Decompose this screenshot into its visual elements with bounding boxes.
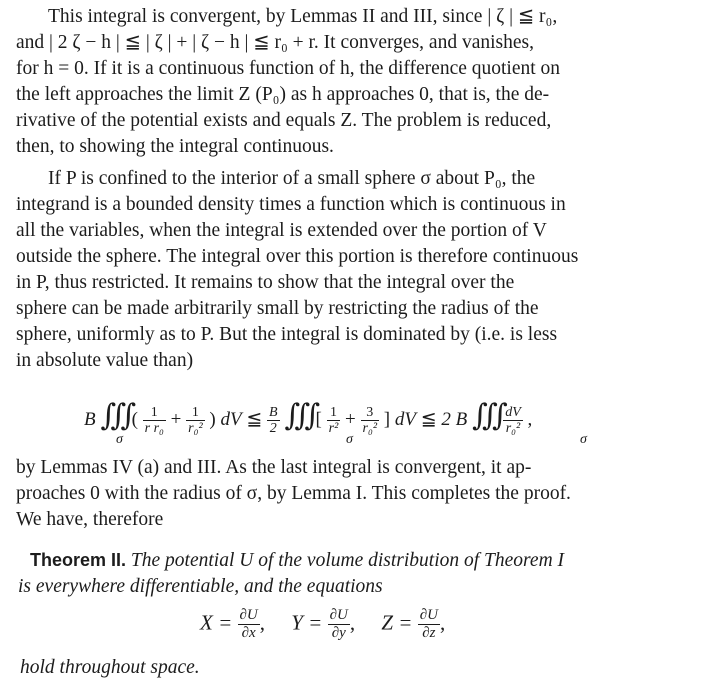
fraction-3-over-r0-squared: $\frac{3}{\text{r₀²}}$	[362, 405, 378, 437]
bracket-open: [	[315, 409, 322, 430]
eq-Z-lhs: Z =	[381, 610, 413, 635]
text-line: then, to showing the integral continuous.	[16, 136, 334, 157]
plus-sign: +	[170, 409, 182, 430]
volume-element: dV	[220, 409, 242, 430]
triple-integral-sign: ∭	[471, 399, 499, 432]
integral-domain-sigma: σ	[116, 432, 123, 447]
text-line: in absolute value than)	[16, 350, 194, 371]
text-line: integrand is a bounded density times a function which is continuous in	[16, 194, 566, 215]
paren-close: )	[209, 409, 216, 430]
text-line: We have, therefore	[16, 509, 164, 530]
text-line: sphere can be made arbitrarily small by restricting the radius of the	[16, 298, 539, 319]
integral-domain-sigma: σ	[580, 432, 587, 447]
text-line: the left approaches the limit Z (P₀) as h approaches 0, that is, the de-	[16, 84, 550, 105]
leq-sign: ≦	[420, 409, 437, 430]
text-line: and | 2 ζ − h | ≦ | ζ | + | ζ − h | ≦ r₀ + r. It converges, and vanishes,	[16, 32, 534, 53]
paragraph-sphere-argument	[16, 166, 706, 374]
volume-element: dV	[394, 409, 416, 430]
partial-U-partial-z: $\frac{\partial U}{\partial z}$	[419, 607, 438, 641]
leq-sign: ≦	[246, 409, 263, 430]
comma: ,	[349, 610, 356, 635]
derivative-equations	[200, 607, 445, 642]
fraction-dV-over-r0-squared: $\frac{dV}{\text{r₀²}}$	[505, 405, 521, 437]
triple-integral-sign: ∭	[284, 399, 311, 432]
text-line: all the variables, when the integral is extended over the portion of V	[16, 220, 547, 241]
theorem-heading: Theorem II.	[30, 550, 127, 570]
symbol-2B: 2 B	[441, 409, 468, 430]
partial-U-partial-x: $\frac{\partial U}{\partial x}$	[239, 607, 258, 641]
text-line: This integral is convergent, by Lemmas II and III, since | ζ | ≦ r₀,	[48, 6, 558, 27]
paragraph-convergence	[16, 4, 706, 160]
eq-X-lhs: X =	[200, 610, 233, 635]
theorem-conclusion: hold throughout space.	[20, 657, 200, 678]
text-line: proaches 0 with the radius of σ, by Lemma I. This completes the proof.	[16, 483, 571, 504]
fraction-B-over-2: $\frac{B}{2}$	[269, 405, 278, 437]
symbol-B: B	[84, 409, 96, 430]
text-line: in P, thus restricted. It remains to show that the integral over the	[16, 272, 515, 293]
comma: ,	[439, 610, 446, 635]
text-line: rivative of the potential exists and equals Z. The problem is reduced,	[16, 110, 552, 131]
fraction-1-over-r-squared: $\frac{1}{\text{r²}}$	[328, 405, 339, 437]
theorem-text: is everywhere differentiable, and the equations	[18, 576, 383, 597]
triple-integral-sign: ∭	[100, 399, 127, 432]
theorem-text: The potential U of the volume distribution of Theorem I	[130, 550, 565, 571]
bracket-close: ]	[383, 409, 391, 430]
text-line: If P is confined to the interior of a small sphere σ about P₀, the	[48, 168, 536, 189]
eq-Y-lhs: Y =	[291, 610, 323, 635]
plus-sign: +	[345, 409, 356, 430]
comma: ,	[259, 610, 265, 635]
theorem-statement	[18, 547, 710, 600]
paragraph-completion	[16, 455, 706, 533]
text-line: for h = 0. If it is a continuous function of h, the difference quotient on	[16, 58, 561, 79]
text-line: by Lemmas IV (a) and III. As the last integral is convergent, it ap-	[16, 457, 532, 478]
partial-U-partial-y: $\frac{\partial U}{\partial y}$	[329, 607, 348, 641]
integral-domain-sigma: σ	[346, 432, 353, 447]
paren-open: (	[131, 409, 138, 430]
display-inequality	[0, 388, 722, 450]
comma: ,	[527, 409, 533, 430]
fraction-1-over-r-r0: $\frac{1}{\text{r r₀}}$	[144, 405, 164, 437]
text-line: outside the sphere. The integral over this portion is therefore continuous	[16, 246, 579, 267]
fraction-1-over-r0-squared: $\frac{1}{\text{r₀²}}$	[188, 405, 203, 437]
text-line: sphere, uniformly as to P. But the integral is dominated by (i.e. is less	[16, 324, 558, 345]
